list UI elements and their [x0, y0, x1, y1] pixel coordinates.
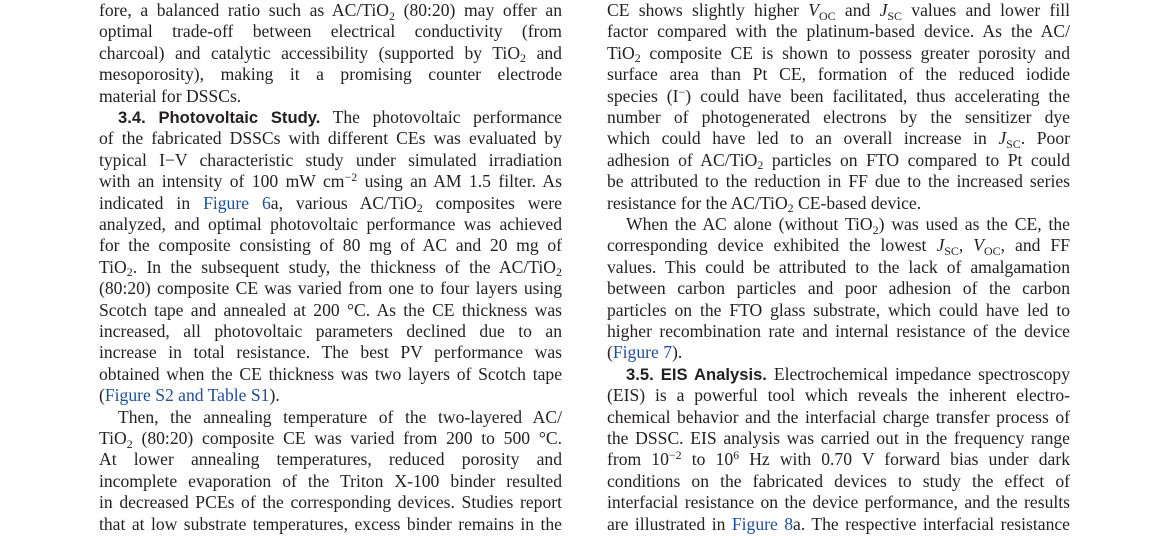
text-line: indicated in Figure 6a, various AC/TiO$_2$ composites were — [99, 192, 562, 216]
text-line: corresponding device exhibited the lowest $J_{SC}$, $V_{OC}$, and FF — [607, 235, 1071, 258]
text-line: TiO$_2$. In the subsequent study, the thickness of the AC/TiO$_2$ — [99, 256, 562, 280]
text-line: number of photogenerated electrons by the sensitizer dye — [607, 107, 1070, 127]
text-line: optimal trade-off between electrical conductivity (from — [99, 21, 562, 42]
text-line: typical I−V characteristic study under simulated irradiation — [99, 149, 562, 170]
text-line: (Figure 7). — [607, 342, 683, 363]
text-line: material for DSSCs. — [99, 85, 242, 106]
text-line: conditions on the fabricated devices to study the effect of — [607, 470, 1070, 491]
text-line: fore, a balanced ratio such as AC/TiO$_2$ (80:20) may offer an — [99, 0, 562, 23]
text-line: charcoal) and catalytic accessibility (supported by TiO$_2$ and — [99, 42, 562, 66]
figure-6-link[interactable]: Figure 6 — [203, 192, 271, 213]
text-line: 3.4. Photovoltaic Study. The photovoltaic performance — [118, 107, 562, 127]
text-line: chemical behavior and the interfacial charge transfer process of — [607, 406, 1070, 427]
text-line: (80:20) composite CE was varied from one to four layers using — [99, 278, 562, 299]
text-line: higher recombination rate and internal resistance of the device — [607, 321, 1070, 341]
text-line: are illustrated in Figure 8a. The respective interfacial resistance — [607, 513, 1070, 534]
text-line: TiO$_2$ composite CE is shown to possess greater porosity and — [607, 42, 1070, 66]
text-line: At lower annealing temperatures, reduced porosity and — [99, 449, 562, 470]
section-heading: 3.4. Photovoltaic Study. — [118, 108, 321, 127]
text-line: in decreased PCEs of the corresponding devices. Studies report — [99, 492, 562, 513]
figure-7-link[interactable]: Figure 7 — [612, 342, 672, 363]
text-line: (Figure S2 and Table S1). — [99, 385, 280, 406]
text-line: increased, all photovoltaic parameters declined due to an — [99, 321, 562, 341]
text-line: Scotch tape and annealed at 200 °C. As the CE thickness was — [99, 299, 562, 320]
figure-8-link[interactable]: Figure 8 — [731, 513, 794, 534]
text-line: between carbon particles and poor adhesion of the carbon — [607, 278, 1070, 299]
text-line: factor compared with the platinum-based device. As the AC/ — [607, 21, 1070, 42]
text-line: incomplete evaporation of the Triton X-100 binder resulted — [99, 470, 562, 491]
text-line: adhesion of AC/TiO$_2$ particles on FTO compared to Pt could — [607, 149, 1071, 173]
text-line: TiO$_2$ (80:20) composite CE was varied from 200 to 500 °C. — [99, 428, 562, 451]
text-line: analyzed, and optimal photovoltaic performance was achieved — [99, 214, 562, 234]
text-line: CE shows slightly higher $V_{OC}$ and $J_{SC}$ values and lower fill — [607, 0, 1071, 23]
text-line: from $10^{-2}$ to $10^6$ Hz with 0.70 V forward bias under dark — [607, 448, 1070, 470]
figure-s2-table-s1-link[interactable]: Figure S2 and Table S1 — [104, 385, 270, 406]
text-line: obtained when the CE thickness was two layers of Scotch tape — [99, 363, 562, 384]
section-heading: 3.5. EIS Analysis. — [626, 364, 767, 384]
text-line: 3.5. EIS Analysis. Electrochemical impedance spectroscopy — [626, 363, 1070, 384]
text-line: of the fabricated DSSCs with different CEs was evaluated by — [99, 128, 562, 149]
text-line: interfacial resistance on the device performance, and the results — [607, 492, 1070, 513]
text-line: mesoporosity), making it a promising counter electrode — [99, 64, 562, 85]
text-line: species (I−) could have been facilitated, thus accelerating the — [607, 84, 1071, 106]
text-line: surface area than Pt CE, formation of the reduced iodide — [607, 64, 1070, 85]
text-line: the DSSC. EIS analysis was carried out in the frequency range — [607, 428, 1070, 448]
text-line: increase in total resistance. The best PV performance was — [99, 342, 562, 363]
text-line: which could have led to an overall increase in $J_{SC}$. Poor — [607, 128, 1070, 151]
text-line: for the composite consisting of 80 mg of AC and 20 mg of — [99, 235, 562, 256]
text-line: with an intensity of 100 mW $cm^{-2}$ using an AM 1.5 filter. As — [99, 170, 562, 192]
text-line: resistance for the AC/TiO$_2$ CE-based device. — [607, 192, 922, 216]
text-line: values. This could be attributed to the lack of amalgamation — [607, 256, 1070, 277]
text-line: (EIS) is a powerful tool which reveals the inherent electro- — [607, 385, 1070, 406]
text-line: that at low substrate temperatures, excess binder remains in the — [99, 513, 562, 534]
text-line: particles on the FTO glass substrate, which could have led to — [607, 299, 1070, 320]
text-line: Then, the annealing temperature of the two-layered AC/ — [118, 406, 562, 427]
text-line: When the AC alone (without TiO$_2$) was used as the CE, the — [626, 214, 1070, 237]
text-line: be attributed to the reduction in FF due to the increased series — [607, 171, 1070, 192]
